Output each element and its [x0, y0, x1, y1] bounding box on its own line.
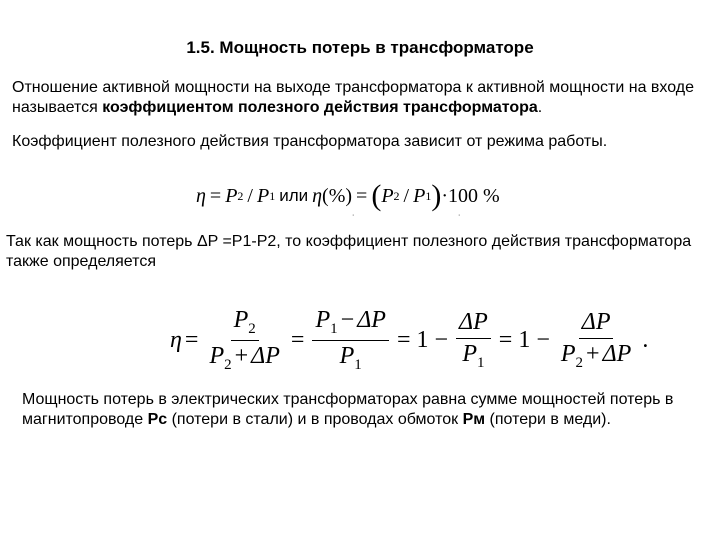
page-title: 1.5. Мощность потерь в трансформаторе — [186, 38, 534, 57]
formula-p1-b-sub: 1 — [425, 188, 432, 203]
formula-eta: η — [196, 184, 206, 207]
fraction-2-numerator: $P_1 - \Delta P$ — [312, 307, 388, 341]
formula-p1: P — [256, 184, 270, 207]
definition-bold-term: коэффициентом полезного действия трансформатора — [102, 99, 538, 116]
formula-eta-percent: η — [312, 184, 323, 207]
formula2-equals-1: = — [184, 326, 199, 353]
fraction-2-denominator: $P_1$ — [339, 342, 362, 373]
formula-or: или — [279, 186, 309, 205]
fraction-3-numerator: ΔP — [456, 309, 491, 339]
formula-times-100: ·100 % — [441, 184, 500, 207]
formula-slash-2: / — [403, 184, 410, 207]
fraction-2 — [312, 307, 388, 374]
formula-p2-b-sub: 2 — [393, 188, 400, 203]
formula2-equals-4: = — [498, 326, 513, 353]
paragraph-loss-components — [22, 390, 712, 430]
paren-close: ) — [431, 179, 442, 212]
formula2-minus-2: − — [536, 326, 550, 353]
formula-p1-b: P — [413, 184, 426, 207]
fraction-1 — [206, 307, 282, 374]
paren-open: ( — [371, 179, 382, 212]
formula-percent-paren: (%) — [322, 184, 353, 207]
loss-text-1: Мощность потерь в электрических трансформаторах равна сумме мощностей потерь в магнитопроводе — [22, 391, 674, 428]
loss-copper-symbol: Рм — [462, 411, 486, 428]
loss-steel-symbol: Рс — [147, 411, 168, 428]
formula2-equals-3: = — [396, 326, 411, 353]
paragraph-definition — [12, 78, 712, 118]
formula2-one-2: 1 — [518, 326, 531, 353]
artifact-dot-left: ˙ — [352, 214, 356, 225]
fraction-4 — [558, 309, 634, 372]
formula2-period: . — [642, 326, 649, 353]
loss-text-2: (потери в стали) и в проводах обмоток — [167, 411, 463, 428]
fraction-3 — [456, 309, 491, 372]
fraction-4-numerator: ΔP — [579, 309, 614, 339]
loss-text-3: (потери в меди). — [485, 411, 611, 428]
paragraph-loss: Так как мощность потерь ΔP =P1-P2, то коэффициент полезного действия трансформатора также определяется — [6, 233, 692, 270]
efficiency-formula — [196, 176, 500, 216]
fraction-3-denominator: $P_1$ — [462, 340, 485, 371]
paragraph-dependency: Коэффициент полезного действия трансформатора зависит от режима работы. — [12, 133, 608, 150]
definition-text: Отношение активной мощности на выходе трансформатора к активной мощности на входе называется — [12, 79, 695, 116]
fraction-1-numerator: $P_2$ — [231, 307, 259, 341]
formula-p2: P — [225, 184, 238, 207]
formula-p2-sub: 2 — [237, 188, 244, 203]
formula-slash: / — [247, 184, 253, 207]
fraction-4-denominator: $P_2 + \Delta P$ — [560, 340, 632, 371]
formula2-minus-1: − — [434, 326, 449, 353]
formula-p1-sub: 1 — [269, 188, 276, 203]
fraction-1-denominator: $P_2 + \Delta P$ — [209, 342, 280, 373]
formula2-eta: η — [170, 326, 182, 353]
formula-equals: = — [209, 184, 222, 207]
formula-p2-b: P — [381, 184, 394, 207]
formula2-one-1: 1 — [416, 326, 429, 353]
efficiency-loss-formula — [170, 300, 651, 380]
formula2-equals-2: = — [290, 326, 305, 353]
artifact-dot-right: ˙ — [458, 214, 462, 225]
definition-period: . — [537, 99, 543, 116]
formula-equals-2: = — [356, 184, 368, 207]
